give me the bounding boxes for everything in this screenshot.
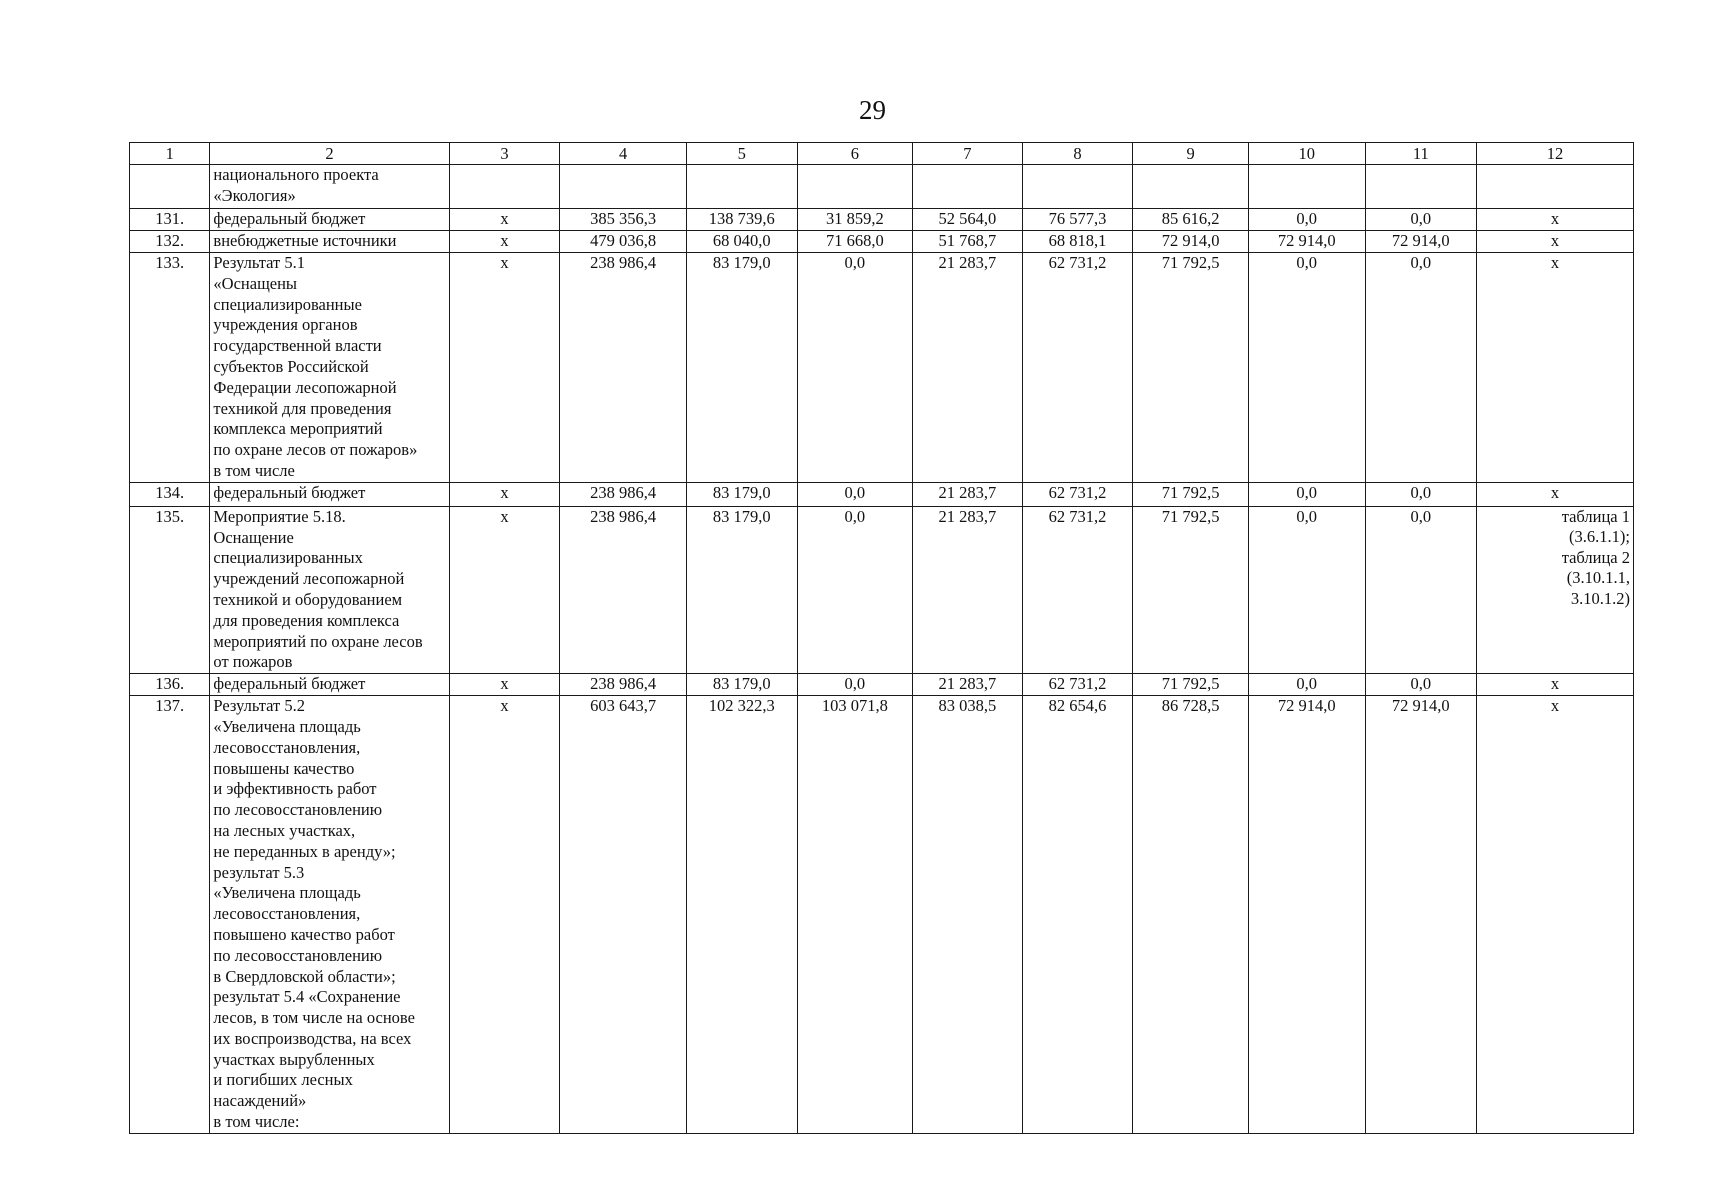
description-line: Федерации лесопожарной: [213, 377, 397, 397]
marker-cell: x: [449, 506, 560, 673]
row-number: 136.: [130, 674, 210, 696]
marker-cell: x: [449, 696, 560, 1134]
description-line: специализированные: [213, 294, 362, 314]
table-row: [130, 506, 1634, 673]
description-line: лесовосстановления,: [213, 904, 361, 924]
marker-cell: x: [1477, 696, 1634, 1134]
amount-cell: 0,0: [1248, 506, 1365, 673]
description-line: мероприятий по охране лесов: [213, 631, 423, 651]
table-row: [130, 165, 1634, 209]
amount-cell: 238 986,4: [560, 482, 687, 506]
description-line: по лесовосстановлению: [213, 945, 383, 965]
amount-cell: 603 643,7: [560, 696, 687, 1134]
amount-cell: [1248, 165, 1365, 209]
description-line: учреждения органов: [213, 315, 358, 335]
row-number: 133.: [130, 253, 210, 483]
reference-line: таблица 2: [1561, 547, 1630, 567]
description-line: по охране лесов от пожаров»: [213, 440, 418, 460]
amount-cell: 71 668,0: [797, 231, 913, 253]
reference-line: (3.6.1.1);: [1569, 527, 1630, 547]
description-line: федеральный бюджет: [213, 209, 366, 228]
description-line: «Увеличена площадь: [213, 883, 361, 903]
table-row: [130, 209, 1634, 231]
table-row: [130, 674, 1634, 696]
row-description: [210, 696, 449, 1134]
column-header: 4: [560, 143, 687, 165]
description-line: их воспроизводства, на всех: [213, 1028, 412, 1048]
amount-cell: [1365, 165, 1477, 209]
amount-cell: 76 577,3: [1022, 209, 1133, 231]
amount-cell: 0,0: [797, 482, 913, 506]
row-number: 134.: [130, 482, 210, 506]
description-line: в Свердловской области»;: [213, 966, 396, 986]
amount-cell: 385 356,3: [560, 209, 687, 231]
amount-cell: 103 071,8: [797, 696, 913, 1134]
description-line: на лесных участках,: [213, 820, 356, 840]
amount-cell: 82 654,6: [1022, 696, 1133, 1134]
column-header: 5: [686, 143, 797, 165]
amount-cell: 68 040,0: [686, 231, 797, 253]
description-line: насаждений»: [213, 1091, 307, 1111]
amount-cell: 238 986,4: [560, 506, 687, 673]
amount-cell: 83 179,0: [686, 674, 797, 696]
marker-cell: x: [449, 253, 560, 483]
amount-cell: 68 818,1: [1022, 231, 1133, 253]
amount-cell: 85 616,2: [1133, 209, 1249, 231]
description-line: специализированных: [213, 548, 363, 568]
amount-cell: 479 036,8: [560, 231, 687, 253]
column-header: 6: [797, 143, 913, 165]
amount-cell: 0,0: [797, 506, 913, 673]
description-line: Оснащение: [213, 527, 294, 547]
amount-cell: 0,0: [1248, 253, 1365, 483]
amount-cell: 238 986,4: [560, 674, 687, 696]
reference-cell: [1477, 506, 1634, 673]
description-line: в том числе:: [213, 1112, 300, 1132]
amount-cell: 102 322,3: [686, 696, 797, 1134]
amount-cell: 0,0: [1365, 482, 1477, 506]
amount-cell: 0,0: [1248, 674, 1365, 696]
description-line: внебюджетные источники: [213, 231, 397, 250]
description-line: «Увеличена площадь: [213, 716, 361, 736]
column-header: 12: [1477, 143, 1634, 165]
column-header: 10: [1248, 143, 1365, 165]
amount-cell: 86 728,5: [1133, 696, 1249, 1134]
amount-cell: 31 859,2: [797, 209, 913, 231]
reference-line: 3.10.1.2): [1570, 588, 1630, 608]
marker-cell: x: [449, 209, 560, 231]
row-number: 137.: [130, 696, 210, 1134]
description-line: федеральный бюджет: [213, 482, 366, 502]
column-header: 7: [913, 143, 1023, 165]
row-description: [210, 231, 449, 253]
amount-cell: 51 768,7: [913, 231, 1023, 253]
amount-cell: 138 739,6: [686, 209, 797, 231]
amount-cell: 52 564,0: [913, 209, 1023, 231]
table-row: [130, 482, 1634, 506]
amount-cell: 83 038,5: [913, 696, 1023, 1134]
amount-cell: [686, 165, 797, 209]
amount-cell: 72 914,0: [1248, 696, 1365, 1134]
description-line: и эффективность работ: [213, 779, 377, 799]
description-line: техникой для проведения: [213, 398, 392, 418]
description-line: в том числе: [213, 460, 295, 480]
amount-cell: 72 914,0: [1365, 231, 1477, 253]
marker-cell: [1477, 165, 1634, 209]
amount-cell: 71 792,5: [1133, 674, 1249, 696]
description-line: результат 5.3: [213, 862, 305, 882]
column-header: 2: [210, 143, 449, 165]
amount-cell: 62 731,2: [1022, 674, 1133, 696]
description-line: от пожаров: [213, 652, 293, 672]
row-description: [210, 253, 449, 483]
description-line: государственной власти: [213, 336, 382, 356]
description-line: «Оснащены: [213, 273, 298, 293]
amount-cell: 238 986,4: [560, 253, 687, 483]
description-line: национального проекта: [213, 165, 379, 184]
description-line: Результат 5.2: [213, 696, 306, 716]
amount-cell: 71 792,5: [1133, 506, 1249, 673]
amount-cell: [560, 165, 687, 209]
amount-cell: 72 914,0: [1133, 231, 1249, 253]
amount-cell: 0,0: [1248, 482, 1365, 506]
amount-cell: 72 914,0: [1365, 696, 1477, 1134]
marker-cell: [449, 165, 560, 209]
budget-table: [129, 142, 1634, 1134]
amount-cell: 62 731,2: [1022, 506, 1133, 673]
row-number: 131.: [130, 209, 210, 231]
description-line: лесов, в том числе на основе: [213, 1008, 415, 1028]
amount-cell: 0,0: [1365, 674, 1477, 696]
amount-cell: 0,0: [1248, 209, 1365, 231]
marker-cell: x: [1477, 253, 1634, 483]
amount-cell: 83 179,0: [686, 506, 797, 673]
row-description: [210, 482, 449, 506]
description-line: участках вырубленных: [213, 1049, 375, 1069]
marker-cell: x: [1477, 674, 1634, 696]
marker-cell: x: [1477, 209, 1634, 231]
description-line: учреждений лесопожарной: [213, 569, 405, 589]
description-line: Мероприятие 5.18.: [213, 506, 346, 526]
column-header: 9: [1133, 143, 1249, 165]
description-line: комплекса мероприятий: [213, 419, 383, 439]
amount-cell: 21 283,7: [913, 506, 1023, 673]
row-description: [210, 209, 449, 231]
amount-cell: 21 283,7: [913, 482, 1023, 506]
column-header: 1: [130, 143, 210, 165]
row-number: 135.: [130, 506, 210, 673]
marker-cell: x: [449, 482, 560, 506]
description-line: лесовосстановления,: [213, 737, 361, 757]
amount-cell: 72 914,0: [1248, 231, 1365, 253]
amount-cell: [913, 165, 1023, 209]
description-line: и погибших лесных: [213, 1070, 353, 1090]
row-description: [210, 674, 449, 696]
description-line: техникой и оборудованием: [213, 589, 403, 609]
row-description: [210, 165, 449, 209]
amount-cell: 83 179,0: [686, 482, 797, 506]
amount-cell: 71 792,5: [1133, 253, 1249, 483]
row-description: [210, 506, 449, 673]
description-line: субъектов Российской: [213, 356, 369, 376]
description-line: Результат 5.1: [213, 253, 306, 272]
amount-cell: 0,0: [1365, 209, 1477, 231]
description-line: федеральный бюджет: [213, 674, 366, 694]
amount-cell: 62 731,2: [1022, 482, 1133, 506]
amount-cell: 71 792,5: [1133, 482, 1249, 506]
description-line: по лесовосстановлению: [213, 800, 383, 820]
reference-line: таблица 1: [1561, 506, 1630, 526]
description-line: «Экология»: [213, 185, 296, 205]
amount-cell: [1133, 165, 1249, 209]
amount-cell: 0,0: [1365, 253, 1477, 483]
marker-cell: x: [1477, 482, 1634, 506]
column-header: 11: [1365, 143, 1477, 165]
amount-cell: 0,0: [1365, 506, 1477, 673]
row-number: 132.: [130, 231, 210, 253]
table-row: [130, 696, 1634, 1134]
amount-cell: 21 283,7: [913, 674, 1023, 696]
amount-cell: [1022, 165, 1133, 209]
amount-cell: 83 179,0: [686, 253, 797, 483]
description-line: результат 5.4 «Сохранение: [213, 987, 401, 1007]
description-line: не переданных в аренду»;: [213, 841, 396, 861]
amount-cell: [797, 165, 913, 209]
page-number: 29: [859, 95, 886, 125]
column-number-row: [130, 143, 1634, 165]
amount-cell: 62 731,2: [1022, 253, 1133, 483]
row-number: [130, 165, 210, 209]
marker-cell: x: [449, 674, 560, 696]
description-line: для проведения комплекса: [213, 610, 400, 630]
description-line: повышено качество работ: [213, 924, 395, 944]
table-row: [130, 253, 1634, 483]
marker-cell: x: [449, 231, 560, 253]
marker-cell: x: [1477, 231, 1634, 253]
amount-cell: 0,0: [797, 674, 913, 696]
reference-line: (3.10.1.1,: [1566, 568, 1630, 588]
amount-cell: 21 283,7: [913, 253, 1023, 483]
column-header: 3: [449, 143, 560, 165]
column-header: 8: [1022, 143, 1133, 165]
amount-cell: 0,0: [797, 253, 913, 483]
table-row: [130, 231, 1634, 253]
description-line: повышены качество: [213, 758, 355, 778]
